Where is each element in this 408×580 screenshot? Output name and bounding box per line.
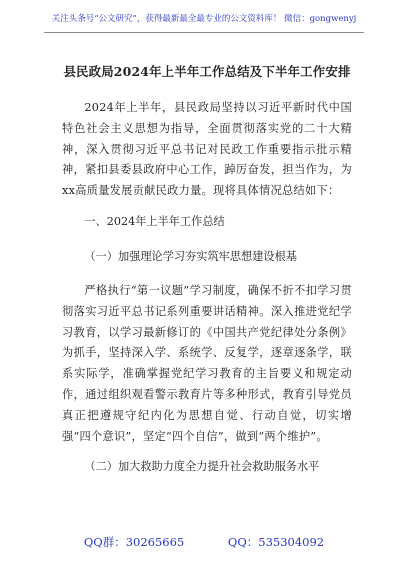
document-body <box>62 62 352 474</box>
footer-qq-group: QQ群：30265665 <box>83 535 185 549</box>
intro-paragraph: 2024年上半年，县民政局坚持以习近平新时代中国特色社会主义思想为指导，全面贯彻落实党的二十大精神，深入贯彻习近平总书记对民政工作重要指示批示精神，紧扣县委县政府中心工作，踔厉奋发，担当作为，为xx高质量发展贡献民政力量。现将具体情况总结如下： <box>62 101 352 198</box>
footer-qq-number: QQ：535304092 <box>227 535 325 549</box>
page-footer <box>0 534 408 550</box>
body-paragraph-1: 严格执行“第一议题”学习制度，确保不折不扣学习贯彻落实习近平总书记系列重要讲话精神。深入推进党纪学习教育，以学习最新修订的《中国共产党纪律处分条例》为抓手，坚持深入学、系统学、反复学，逐章逐条学，联系实际学，准确掌握党纪学习教育的主旨要义和规定动作，通过组织观看警示教育片等多种形式，教育引导党员真正把遵规守纪内化为思想自觉、行动自觉，切实增强“四个意识”，坚定“四个自信”，做到“两个维护”。 <box>62 283 352 443</box>
page-header <box>0 10 408 40</box>
subsection-heading-2: （二）加大救助力度全力提升社会救助服务水平 <box>84 460 320 474</box>
document-title: 县民政局2024年上半年工作总结及下半年工作安排 <box>63 64 351 79</box>
subsection-heading-1: （一）加强理论学习夯实筑牢思想建设根基 <box>84 249 297 263</box>
header-note: 关注头条号“公文研究”，获得最新最全最专业的公文资料库！ 微信：gongwenyj <box>51 14 357 24</box>
section-heading-1: 一、2024年上半年工作总结 <box>84 214 225 228</box>
header-divider <box>44 32 364 33</box>
